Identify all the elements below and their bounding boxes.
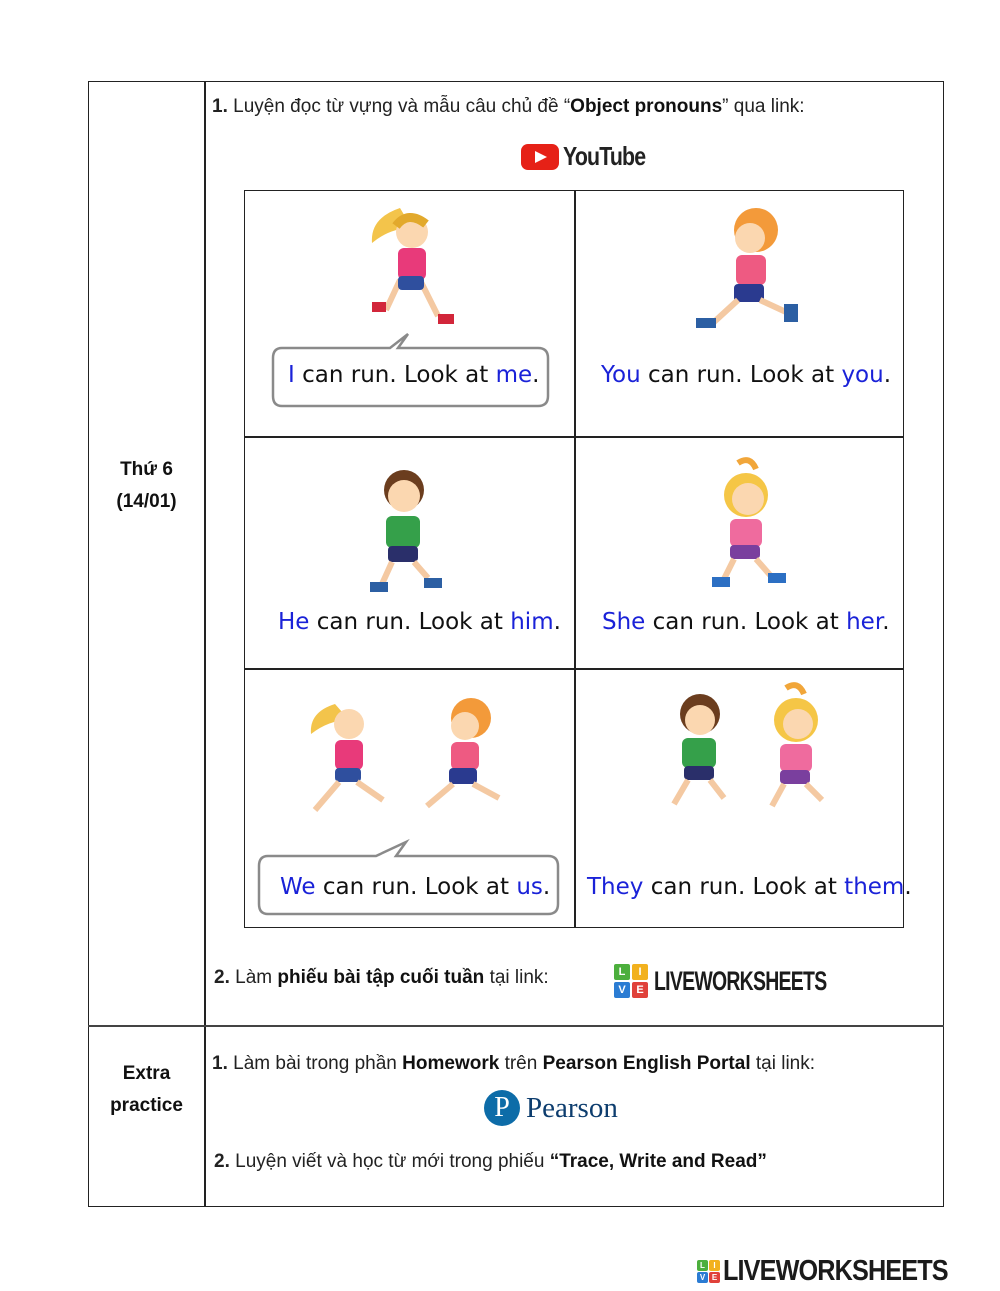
liveworksheets-icon: L I V E — [614, 964, 648, 998]
sentence-cell-i: I can run. Look at me. — [288, 362, 540, 388]
grid-divider-vertical — [574, 190, 576, 928]
grid-divider-horizontal — [244, 668, 904, 670]
pearson-icon: P — [484, 1090, 520, 1126]
grid-divider-horizontal — [244, 436, 904, 438]
youtube-link[interactable] — [521, 141, 663, 172]
girl-she-illustration — [690, 455, 800, 595]
liveworksheets-label: LIVEWORKSHEETS — [654, 965, 827, 996]
extra-task-2-text: 2. Luyện viết và học từ mới trong phiếu “Trace, Write and Read” — [214, 1151, 767, 1172]
liveworksheets-link[interactable] — [614, 964, 894, 998]
they-running-illustration — [640, 682, 850, 822]
footer-liveworksheets-brand — [697, 1255, 981, 1288]
extra-task-1-text: 1. Làm bài trong phần Homework trên Pearson English Portal tại link: — [212, 1053, 816, 1074]
sentence-cell-they: They can run. Look at them. — [587, 874, 912, 900]
sentence-cell-she: She can run. Look at her. — [602, 609, 890, 635]
sentence-cell-we: We can run. Look at us. — [280, 874, 551, 900]
youtube-icon — [521, 144, 559, 170]
sentence-cell-he: He can run. Look at him. — [278, 609, 561, 635]
task-2-text: 2. Làm phiếu bài tập cuối tuần tại link: — [214, 967, 549, 988]
footer-liveworksheets-icon: L I V E — [697, 1260, 720, 1283]
boy-running-illustration — [690, 200, 810, 340]
task-1-text: 1. Luyện đọc từ vựng và mẫu câu chủ đề “Object pronouns” qua link: — [212, 96, 805, 117]
day-label — [89, 454, 204, 518]
girl-running-illustration — [350, 198, 480, 338]
day-date: (14/01) — [116, 491, 177, 512]
pearson-label: Pearson — [526, 1091, 618, 1124]
table-column-divider — [204, 81, 206, 1207]
youtube-label: YouTube — [563, 141, 646, 171]
pearson-link[interactable] — [484, 1090, 618, 1126]
boy-he-illustration — [352, 460, 452, 600]
table-row-divider — [88, 1025, 944, 1027]
footer-brand-label: LIVEWORKSHEETS — [723, 1255, 948, 1287]
extra-practice-label: Extra practice — [110, 1063, 183, 1116]
sentence-cell-you: You can run. Look at you. — [601, 362, 892, 388]
we-running-illustration — [295, 690, 525, 830]
day-name: Thứ 6 — [120, 459, 173, 480]
